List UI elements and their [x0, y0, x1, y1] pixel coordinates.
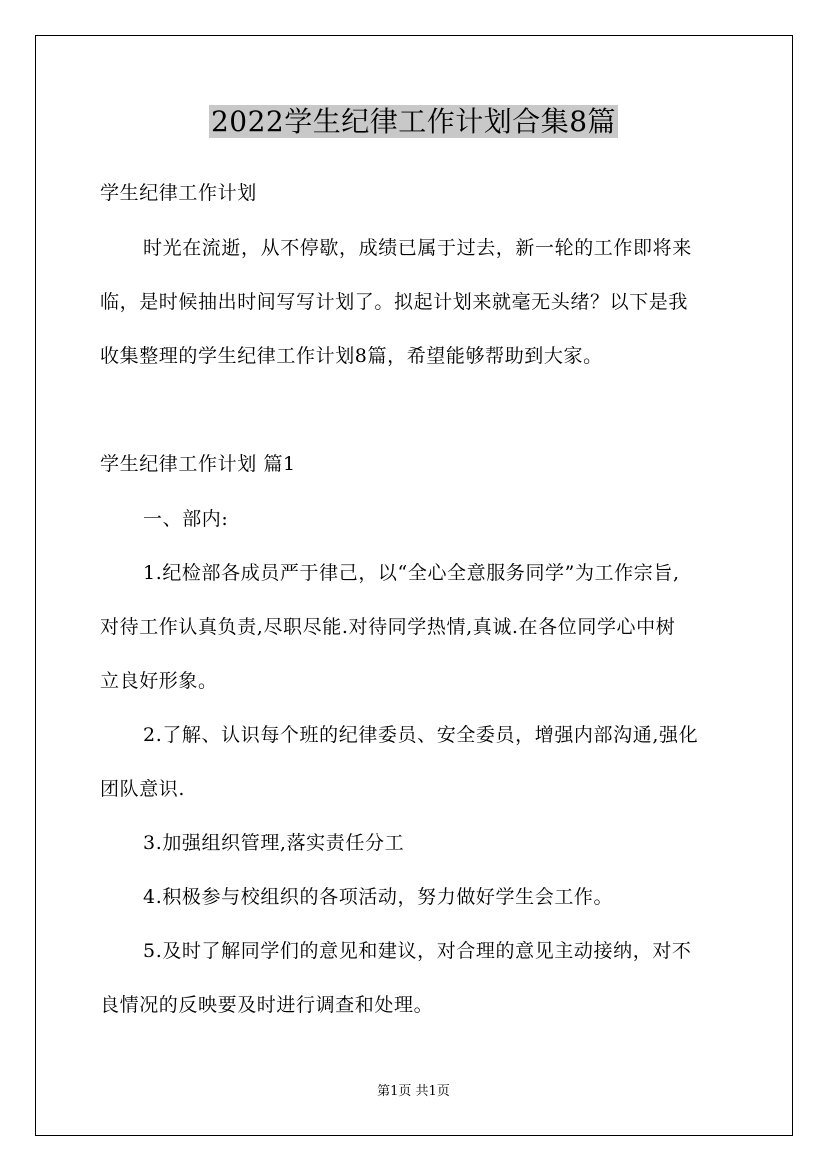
intro-heading: 学生纪律工作计划 [100, 182, 257, 204]
item1-line-3: 立良好形象。 [100, 670, 218, 692]
intro-line-3: 收集整理的学生纪律工作计划8篇，希望能够帮助到大家。 [100, 345, 603, 367]
subheading-internal: 一、部内: [143, 508, 229, 530]
item5-line-2: 良情况的反映要及时进行调查和处理。 [100, 994, 434, 1016]
document-title-text: 2022学生纪律工作计划合集8篇 [210, 105, 617, 138]
item2-line-1: 2.了解、认识每个班的纪律委员、安全委员，增强内部沟通,强化 [143, 724, 699, 746]
item3-line: 3.加强组织管理,落实责任分工 [143, 832, 405, 854]
section-heading: 学生纪律工作计划 篇1 [100, 453, 296, 475]
intro-line-1: 时光在流逝，从不停歇，成绩已属于过去，新一轮的工作即将来 [143, 237, 692, 259]
intro-line-2: 临，是时候抽出时间写写计划了。拟起计划来就毫无头绪？以下是我 [100, 291, 689, 313]
item2-line-2: 团队意识. [100, 778, 186, 800]
document-title [0, 102, 827, 142]
item1-line-2: 对待工作认真负责,尽职尽能.对待同学热情,真诚.在各位同学心中树 [100, 616, 676, 638]
item1-line-1: 1.纪检部各成员严于律己，以“全心全意服务同学”为工作宗旨, [143, 562, 680, 584]
item5-line-1: 5.及时了解同学们的意见和建议，对合理的意见主动接纳，对不 [143, 940, 692, 962]
page-footer: 第1页 共1页 [377, 1084, 450, 1099]
item4-line: 4.积极参与校组织的各项活动，努力做好学生会工作。 [143, 886, 614, 908]
